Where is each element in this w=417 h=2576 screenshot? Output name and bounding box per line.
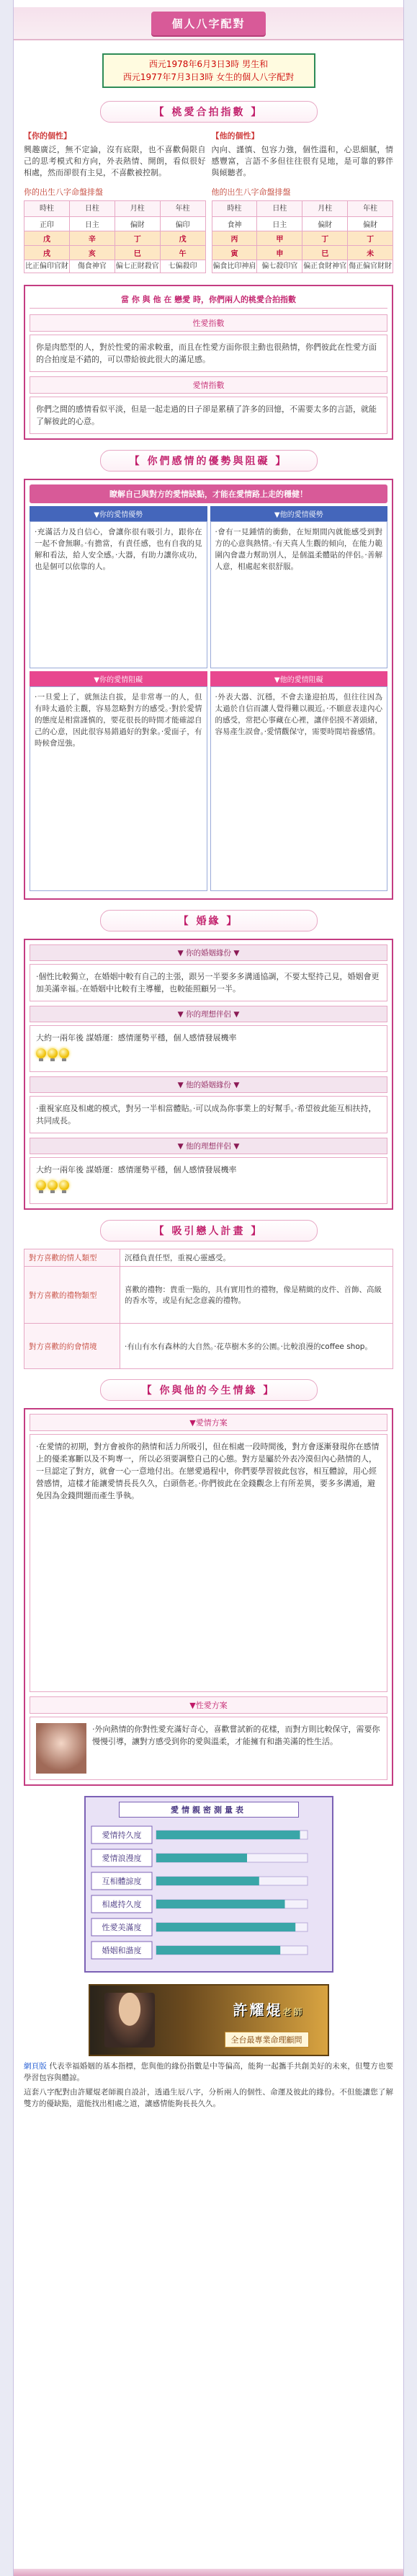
bazi-god: 偏財 [302, 217, 348, 231]
bazi-branch: 亥 [69, 246, 115, 260]
lesson-love-head: ▼愛情方案 [30, 1414, 387, 1431]
teacher-banner [89, 1984, 329, 2056]
female-advantage [210, 506, 388, 668]
bazi-row [24, 186, 393, 273]
chart-label: 相處持久度 [102, 1900, 141, 1909]
footer-link[interactable]: 網頁版 [24, 2062, 47, 2071]
bazi-hidden: 傷食神官 [69, 260, 115, 273]
bazi-god: 食神 [212, 217, 257, 231]
teacher-subtitle: 全台最專業命理顧問 [225, 2032, 309, 2048]
attraction-key: 對方喜歡的情人類型 [24, 1249, 120, 1267]
love-chart-svg [90, 1822, 318, 1965]
table-row [24, 1267, 393, 1324]
bazi-header: 月柱 [302, 201, 348, 217]
bazi-stem: 甲 [257, 231, 302, 246]
female-advantage-head: ▼他的愛情優勢 [210, 506, 388, 521]
bazi-stem: 丁 [115, 231, 160, 246]
teacher-title: 老師 [282, 2007, 305, 2017]
bazi-header: 日柱 [257, 201, 302, 217]
bazi-god: 日主 [257, 217, 302, 231]
chart-bar [156, 1900, 285, 1908]
bazi-stem: 丁 [302, 231, 348, 246]
bazi-stem: 丙 [212, 231, 257, 246]
advantage-row [30, 506, 387, 668]
attraction-key: 對方喜歡的禮物類型 [24, 1267, 120, 1324]
lesson-sex-box [30, 1717, 387, 1780]
attraction-value: 喜歡的禮物：貴重一點的，具有實用性的禮物，像是精緻的皮件、首飾、高級的香水等，或是有紀念意義的禮物。 [120, 1267, 393, 1324]
bazi-hidden: 七偏殺印 [160, 260, 205, 273]
lightbulb-icon [36, 1180, 46, 1193]
chart-bar [156, 1877, 259, 1885]
table-row [24, 1324, 393, 1369]
love-chart-title: 愛情親密測量表 [119, 1802, 299, 1818]
female-obstacle [210, 671, 388, 891]
lesson-box [24, 1408, 393, 1786]
sex-index-text: 你是肉慾型的人，對於性愛的需求較重，而且在性愛方面你很主動也很熱情，你們彼此在性愛方面的合拍度是不錯的，可以帶給彼此很大的滿足感。 [30, 335, 387, 372]
bazi-hidden: 比正偏印官財 [24, 260, 70, 273]
lightbulb-icon [48, 1180, 58, 1193]
bazi-branch: 巳 [302, 246, 348, 260]
ideal-partner-box [30, 1025, 387, 1072]
partner-fate-head: ▼ 他的婚姻緣份 ▼ [30, 1076, 387, 1093]
bazi-god: 正印 [24, 217, 70, 231]
footer-text-2: 這套八字配對由許耀焜老師親自設計，透過生辰八字，分析兩人的個性、命運及彼此的緣份。不但能讓您了解雙方的優缺點，還能找出相處之道，讓感情能夠長長久久。 [24, 2088, 393, 2108]
top-banner [14, 7, 403, 40]
male-personality [24, 130, 206, 179]
male-obstacle-text: ‧一旦愛上了，就無法自拔，是非常專一的人，但有時太過於主觀，容易忽略對方的感受。‧對於愛情的態度是相當謹慎的，要花很長的時間才能確認自己的心意，因此很容易錯過好的對象。‧愛面子，有時候會逞強。 [30, 686, 207, 891]
bazi-hidden: 偏食比印神肩 [212, 260, 257, 273]
teacher-name-text: 許耀焜 [233, 2001, 283, 2019]
marriage-fate-head: ▼ 你的婚姻緣份 ▼ [30, 944, 387, 961]
partner-fate-text: ‧重視家庭及相處的模式，對另一半相當體貼。‧可以成為你事業上的好幫手。‧希望彼此能互相扶持，共同成長。 [30, 1096, 387, 1133]
female-obstacle-text: ‧外表大器、沉穩，不會去逢迎拍馬，但往往因為太過於自信而讓人覺得難以親近。‧不願意表達內心的感受，常把心事藏在心裡，讓伴侶摸不著頭緒，容易產生誤會。‧愛情觀保守，需要時間培養感情。 [210, 686, 388, 891]
bazi-header: 日柱 [69, 201, 115, 217]
bazi-branch: 寅 [212, 246, 257, 260]
section-title-advantages: 【 你們感情的優勢與阻礙 】 [100, 450, 318, 472]
ideal-partner-head: ▼ 你的理想伴侶 ▼ [30, 1006, 387, 1022]
bazi-stem: 丁 [348, 231, 393, 246]
bazi-branch: 午 [160, 246, 205, 260]
teacher-photo [104, 1993, 155, 2048]
female-bazi-label: 他的出生八字命盤排盤 [211, 187, 291, 197]
bazi-branch: 未 [348, 246, 393, 260]
male-personality-text: 興趣廣泛，無不定論，沒有底限，也不喜歡侷限自己的思考模式和方向，外表熱情、開朗，看似很好相處，然而卻很有主見，不喜歡被控制。 [24, 145, 206, 177]
bazi-header: 月柱 [115, 201, 160, 217]
male-advantage-text: ‧充滿活力及自信心，會讓你很有吸引力，跟你在一起不會無聊。‧有擔當，有責任感，也有自我的見解和看法，給人安全感。‧大器，有助力讓你成功，也是個可以依靠的人。 [30, 521, 207, 668]
love-index-intro: 當 你 與 他 在 戀愛 時，你們兩人的桃愛合拍指數 [30, 293, 387, 309]
attraction-key: 對方喜歡的約會情境 [24, 1324, 120, 1369]
section-title-attraction: 【 吸引戀人計畫 】 [100, 1220, 318, 1241]
female-bazi-table [212, 200, 394, 273]
male-bazi [24, 186, 206, 273]
footer-text-1 [24, 2061, 393, 2084]
bazi-god: 日主 [69, 217, 115, 231]
couple-image [36, 1723, 86, 1774]
female-bulb-rating [36, 1180, 381, 1193]
bazi-god: 偏財 [115, 217, 160, 231]
section-title-lesson: 【 你與他的今生情緣 】 [100, 1379, 318, 1401]
male-advantage-head: ▼你的愛情優勢 [30, 506, 207, 521]
chart-label: 互相體諒度 [102, 1877, 141, 1886]
bazi-header: 時柱 [212, 201, 257, 217]
bottom-strip [14, 2569, 403, 2576]
male-bazi-label: 你的出生八字命盤排盤 [24, 187, 103, 197]
advantages-box [24, 479, 393, 900]
lightbulb-icon [36, 1048, 46, 1061]
attraction-value: 沉穩負責任型，重視心靈感受。 [120, 1249, 393, 1267]
lightbulb-icon [48, 1048, 58, 1061]
marriage-box [24, 939, 393, 1210]
lightbulb-icon [59, 1048, 69, 1061]
sex-index-head: 性愛指數 [30, 314, 387, 332]
page [13, 0, 404, 2576]
female-advantage-text: ‧會有一見鍾情的衝動，在短期間內就能感受到對方的心意與熱情。‧有天真人生觀的傾向，在能力範圍內會盡力幫助別人，是個溫柔體貼的伴侶。‧善解人意，相處起來很舒服。 [210, 521, 388, 668]
male-obstacle-head: ▼你的愛情阻礙 [30, 671, 207, 686]
bazi-branch: 戌 [24, 246, 70, 260]
section-title-compat: 【 桃愛合拍指數 】 [100, 101, 318, 123]
page-title: 個人八字配對 [151, 12, 265, 35]
lesson-love-text: ‧在愛情的初期，對方會被你的熱情和活力所吸引，但在相處一段時間後，對方會逐漸發現你在感情上的優柔寡斷以及不夠專一，所以必須要調整自己的心態。對方是屬於外表冷漠但內心熱情的人，一旦認定了對方，就會一心一意地付出。在戀愛過程中，你們要學習彼此包容，相互體諒，用心經營感情，這樣才能讓愛情長長久久，白頭偕老。‧你們彼此在金錢觀念上有所差異，要多多溝通，避免因為金錢問題而產生爭執。 [30, 1434, 387, 1692]
section-title-marriage: 【 婚緣 】 [100, 910, 318, 931]
love-index-text: 你們之間的感情看似平淡，但是一起走過的日子卻是累積了許多的回憶，不需要太多的言語，就能了解彼此的心意。 [30, 397, 387, 434]
male-bulb-rating [36, 1048, 381, 1061]
bazi-header: 年柱 [348, 201, 393, 217]
table-row [24, 1249, 393, 1267]
lesson-sex-text: ‧外向熱情的你對性愛充滿好奇心，喜歡嘗試新的花樣，而對方則比較保守，需要你慢慢引導，讓對方感受到你的愛與溫柔，才能擁有和諧美滿的性生活。 [92, 1725, 380, 1746]
birthdate-female: 西元1977年7月3日3時 女生的個人八字配對 [122, 72, 295, 82]
bazi-god: 偏財 [348, 217, 393, 231]
male-obstacle [30, 671, 207, 891]
footer-text-1-body: 代表幸福婚姻的基本指標，您與他的緣份指數是中等偏高，能夠一起攜手共創美好的未來，但雙方也要學習包容與體諒。 [24, 2062, 394, 2082]
teacher-name [233, 1999, 304, 2019]
bazi-branch: 巳 [115, 246, 160, 260]
male-advantage [30, 506, 207, 668]
chart-bar [156, 1946, 280, 1955]
love-index-box [24, 285, 393, 440]
attraction-table [24, 1249, 393, 1369]
chart-label: 性愛美滿度 [102, 1923, 141, 1932]
female-personality-label: 【他的個性】 [211, 131, 259, 141]
bazi-header: 年柱 [160, 201, 205, 217]
partner-ideal-head: ▼ 他的理想伴侶 ▼ [30, 1138, 387, 1154]
bazi-stem: 辛 [69, 231, 115, 246]
ideal-partner-text: 大約一兩年後 謀婚運：感情運勢平穩，個人感情發展機率 [36, 1033, 237, 1043]
bazi-hidden: 傷正偏官財財 [348, 260, 393, 273]
love-chart [84, 1796, 333, 1973]
bazi-hidden: 偏七正財殺官 [115, 260, 160, 273]
obstacle-row [30, 671, 387, 891]
lesson-sex-head: ▼性愛方案 [30, 1696, 387, 1714]
bazi-stem: 戊 [24, 231, 70, 246]
female-obstacle-head: ▼他的愛情阻礙 [210, 671, 388, 686]
female-personality-text: 內向、謹慎、包容力強，個性溫和，心思細膩，情感豐富，言語不多但往往很有見地，是可靠的夥伴與傾聽者。 [211, 145, 393, 177]
personality-row [24, 130, 393, 179]
chart-bar [156, 1923, 295, 1931]
partner-ideal-text: 大約一兩年後 謀婚運：感情運勢平穩，個人感情發展機率 [36, 1165, 237, 1174]
female-bazi [212, 186, 394, 273]
birthdate-male: 西元1978年6月3日3時 男生和 [148, 59, 269, 69]
bazi-header: 時柱 [24, 201, 70, 217]
love-index-head: 愛情指數 [30, 376, 387, 394]
chart-bar [156, 1831, 300, 1839]
partner-ideal-box [30, 1157, 387, 1204]
male-personality-label: 【你的個性】 [24, 131, 71, 141]
birthdate-box [102, 53, 315, 88]
chart-label: 婚姻和諧度 [102, 1946, 141, 1955]
bazi-stem: 戊 [160, 231, 205, 246]
female-personality [212, 130, 394, 179]
bazi-hidden: 偏七殺印官 [257, 260, 302, 273]
bazi-branch: 申 [257, 246, 302, 260]
chart-bar [156, 1854, 247, 1862]
advantages-notice: 瞭解自己與對方的愛情缺點，才能在愛情路上走的穩健！ [30, 484, 387, 503]
bazi-god: 偏印 [160, 217, 205, 231]
male-bazi-table [24, 200, 206, 273]
chart-label: 愛情浪漫度 [102, 1854, 141, 1863]
bazi-hidden: 偏正食財神官 [302, 260, 348, 273]
attraction-value: ‧有山有水有森林的大自然。‧花草樹木多的公園。‧比較浪漫的coffee shop。 [120, 1324, 393, 1369]
lightbulb-icon [59, 1180, 69, 1193]
marriage-fate-text: ‧個性比較獨立，在婚姻中較有自己的主張，跟另一半要多多溝通協調，不要太堅持己見，婚姻會更加美滿幸福。‧在婚姻中比較有主導權，也較能照顧另一半。 [30, 964, 387, 1001]
chart-label: 愛情持久度 [102, 1831, 141, 1840]
